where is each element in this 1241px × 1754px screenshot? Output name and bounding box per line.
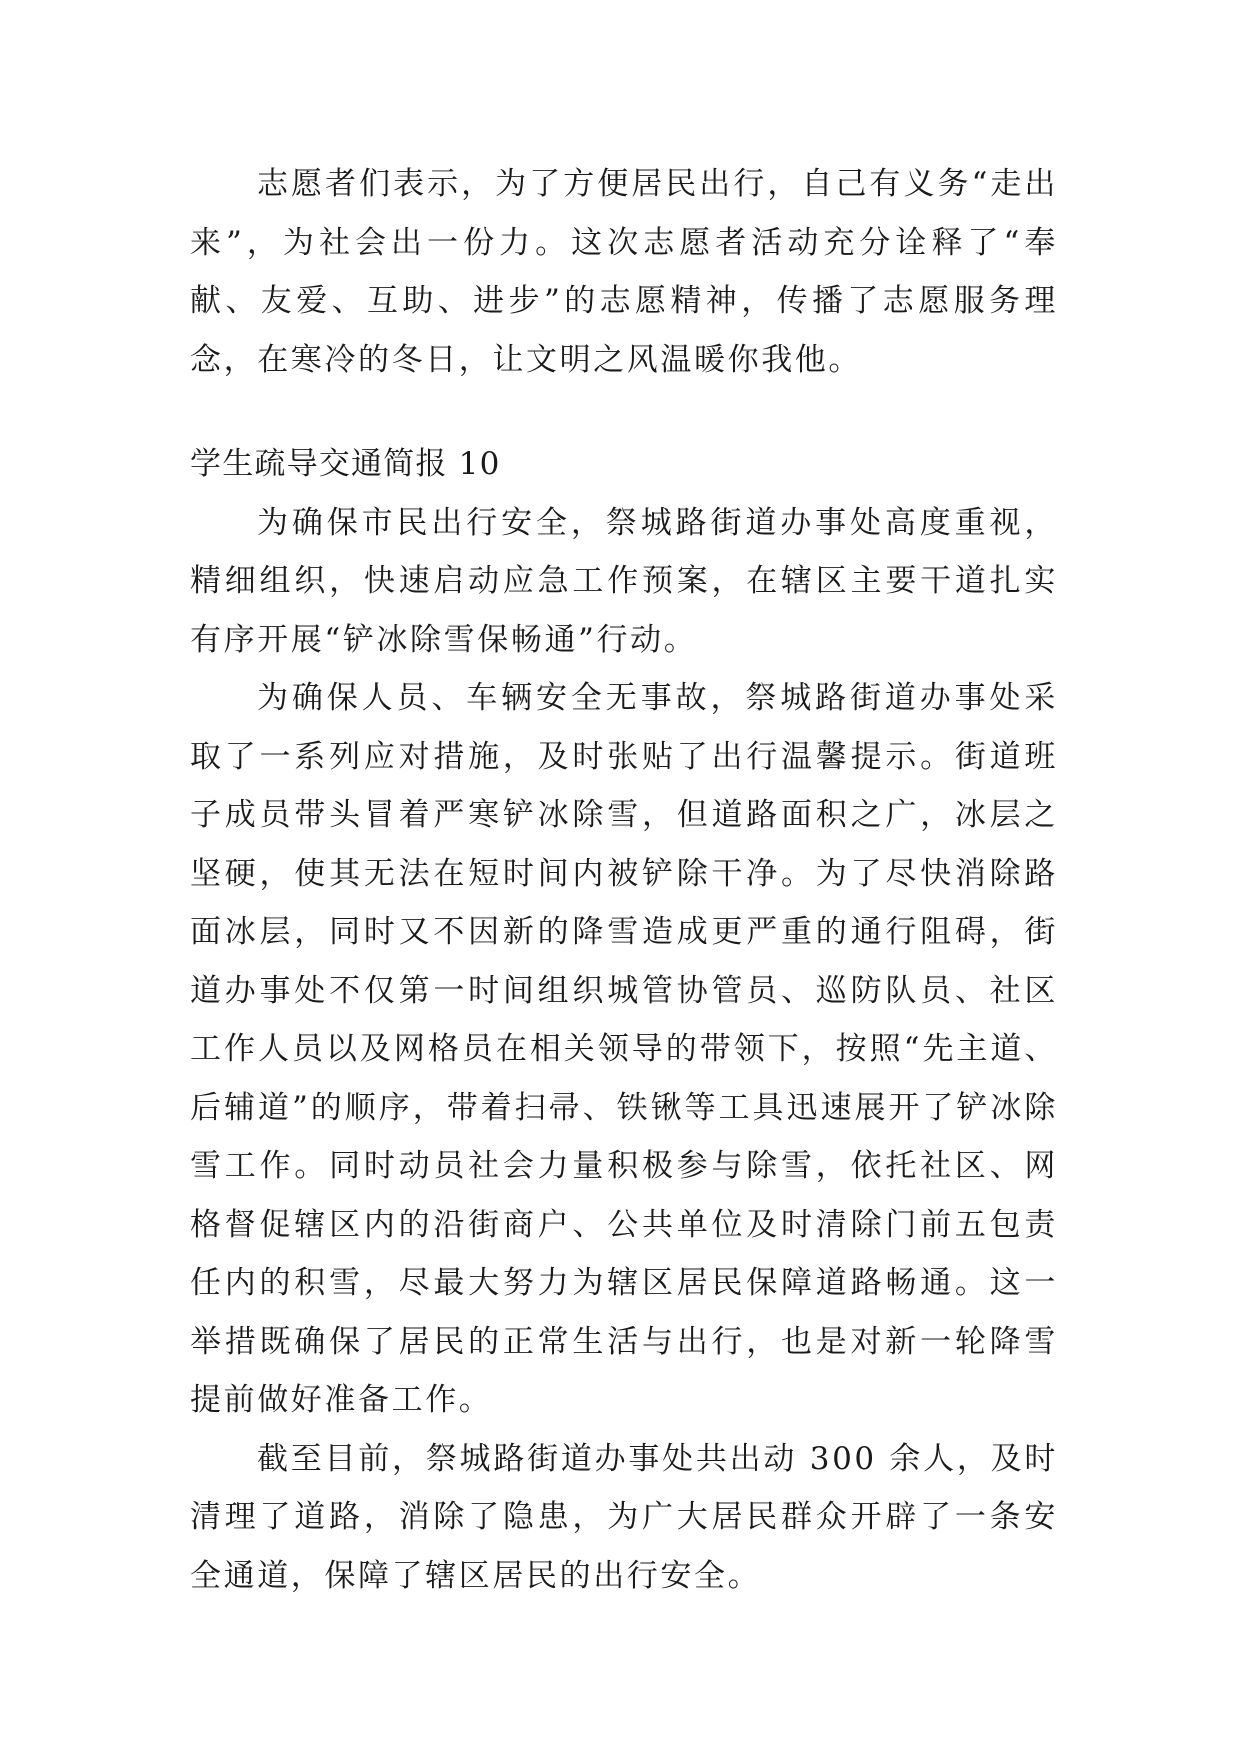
paragraph-measures: 为确保人员、车辆安全无事故，祭城路街道办事处采取了一系列应对措施，及时张贴了出行温馨提示。街道班子成员带头冒着严寒铲冰除雪，但道路面积之广，冰层之坚硬，使其无法在短时间内被铲除干净。为了尽快消除路面冰层，同时又不因新的降雪造成更严重的通行阻碍，街道办事处不仅第一时间组织城管协管员、巡防队员、社区工作人员以及网格员在相关领导的带领下，按照“先主道、后辅道”的顺序，带着扫帚、铁锹等工具迅速展开了铲冰除雪工作。同时动员社会力量积极参与除雪，依托社区、网格督促辖区内的沿街商户、公共单位及时清除门前五包责任内的积雪，尽最大努力为辖区居民保障道路畅通。这一举措既确保了居民的正常生活与出行，也是对新一轮降雪提前做好准备工作。	[190, 680, 1058, 1418]
document-body	[190, 155, 1058, 1605]
section-title: 学生疏导交通简报 10	[190, 446, 501, 482]
paragraph-results: 截至目前，祭城路街道办事处共出动 300 余人，及时清理了道路，消除了隐患，为广大居民群众开辟了一条安全通道，保障了辖区居民的出行安全。	[190, 1440, 1058, 1594]
paragraph-volunteers-summary: 志愿者们表示，为了方便居民出行，自己有义务“走出来”，为社会出一份力。这次志愿者活动充分诠释了“奉献、友爱、互助、进步”的志愿精神，传播了志愿服务理念，在寒冷的冬日，让文明之风温暖你我他。	[190, 166, 1058, 378]
paragraph-gap	[190, 389, 1058, 435]
paragraph-intro: 为确保市民出行安全，祭城路街道办事处高度重视，精细组织，快速启动应急工作预案，在辖区主要干道扎实有序开展“铲冰除雪保畅通”行动。	[190, 504, 1058, 658]
